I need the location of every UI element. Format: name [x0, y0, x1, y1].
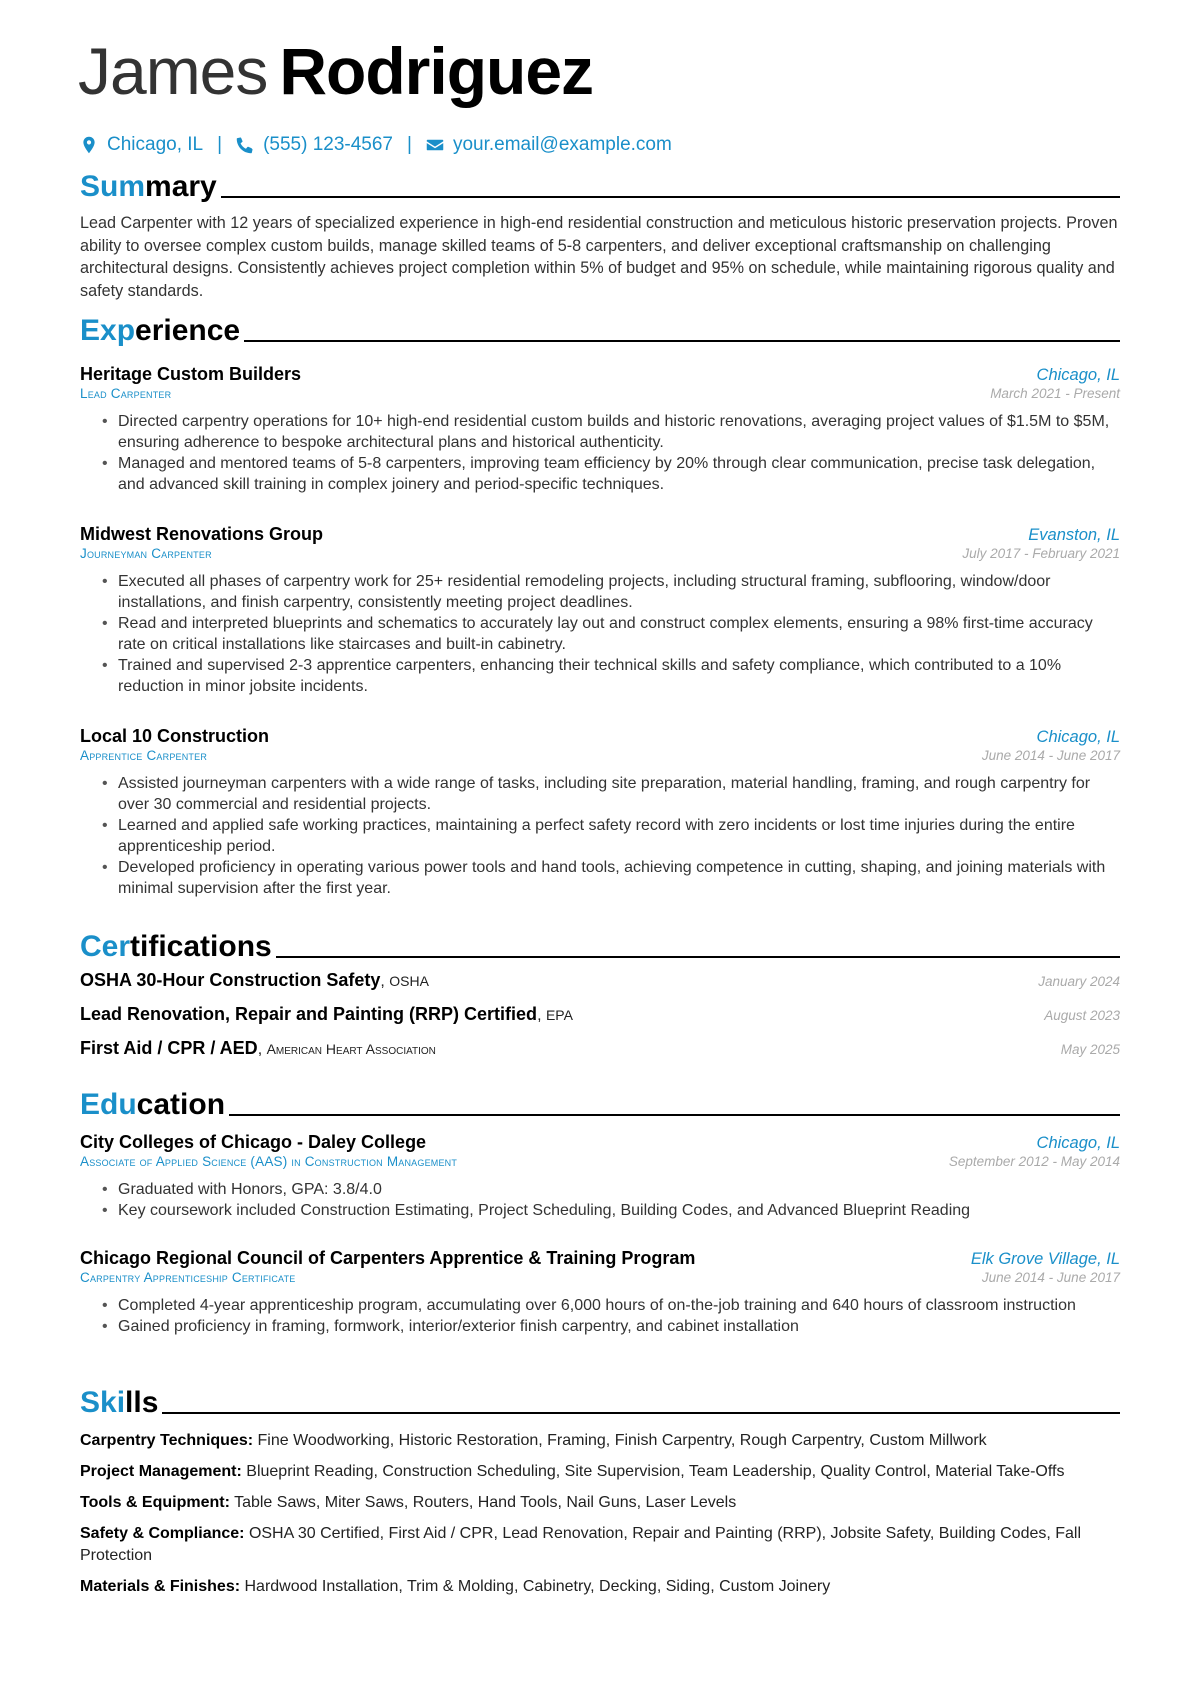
education-entry [80, 1248, 1120, 1337]
section-header [80, 310, 1120, 346]
education-entry [80, 1132, 1120, 1221]
last-name: Rodriguez [279, 34, 594, 108]
skill-row: Safety & Compliance: OSHA 30 Certified, First Aid / CPR, Lead Renovation, Repair and Painting (RRP), Jobsite Safety, Building Codes, Fall Protection [80, 1525, 1082, 1564]
candidate-name [78, 34, 594, 108]
degree-name: Associate of Applied Science (AAS) in Construction Management [80, 1154, 458, 1169]
job-bullets [80, 773, 1120, 899]
contact-location [80, 134, 203, 156]
education-dates: September 2012 - May 2014 [948, 1154, 1120, 1169]
skills-list [80, 1430, 1120, 1598]
list-item: • Executed all phases of carpentry work for 25+ residential remodeling projects, including structural framing, subflooring, window/door installations, and finish carpentry, consistently meeting project deadlines. [96, 571, 1120, 613]
job-bullets [80, 411, 1120, 495]
list-item: • Read and interpreted blueprints and schematics to accurately lay out and construct complex elements, ensuring a 98% first-time accuracy rate on critical installations like staircases and built-in cabinetry. [96, 613, 1120, 655]
certification-date: August 2023 [1044, 1008, 1120, 1023]
certification-item: First Aid / CPR / AED, American Heart Association May 2025 [80, 1038, 1120, 1058]
company-name: Local 10 Construction [80, 726, 270, 746]
list-item: • Assisted journeyman carpenters with a wide range of tasks, including site preparation, material handling, framing, and rough carpentry for over 30 commercial and residential projects. [96, 773, 1120, 815]
list-item: • Directed carpentry operations for 10+ high-end residential custom builds and historic renovations, averaging project values of $1.5M to $5M, ensuring adherence to bespoke architectural plans and historical authenticity. [96, 411, 1120, 453]
contact-bar [80, 134, 672, 156]
map-pin-icon [80, 136, 98, 154]
job-location: Evanston, IL [1028, 526, 1120, 544]
certification-item: OSHA 30-Hour Construction Safety, OSHA January 2024 [80, 970, 1120, 990]
section-rule [276, 956, 1120, 958]
phone-icon [236, 136, 254, 154]
email-text: your.email@example.com [452, 134, 672, 155]
list-item: • Graduated with Honors, GPA: 3.8/4.0 [96, 1179, 1120, 1200]
section-header [80, 1382, 1120, 1418]
education-bullets [80, 1179, 1120, 1221]
list-item: • Key coursework included Construction Estimating, Project Scheduling, Building Codes, and Advanced Blueprint Reading [96, 1200, 1120, 1221]
education-bullets [80, 1295, 1120, 1337]
job-role: Apprentice Carpenter [80, 748, 208, 763]
skills-section [80, 1382, 1120, 1607]
job-bullets [80, 571, 1120, 697]
education-section [80, 1084, 1120, 1120]
job-entry [80, 524, 1120, 697]
job-dates: March 2021 - Present [990, 386, 1120, 401]
list-item: • Developed proficiency in operating various power tools and hand tools, achieving competence in cutting, shaping, and joining materials with minimal supervision after the first year. [96, 857, 1120, 899]
list-item: • Completed 4-year apprenticeship program, accumulating over 6,000 hours of on-the-job training and 640 hours of classroom instruction [96, 1295, 1120, 1316]
certification-list [80, 970, 1120, 1072]
certification-date: January 2024 [1038, 974, 1120, 989]
section-title: Education [80, 1088, 226, 1121]
company-name: Midwest Renovations Group [80, 524, 324, 544]
job-role: Lead Carpenter [80, 386, 172, 401]
section-header [80, 1084, 1120, 1120]
list-item: • Trained and supervised 2-3 apprentice carpenters, enhancing their technical skills and safety compliance, which contributed to a 10% reduction in minor jobsite incidents. [96, 655, 1120, 697]
summary-section [80, 166, 1120, 302]
section-rule [229, 1114, 1120, 1116]
section-title: Summary [80, 170, 217, 203]
school-name: Chicago Regional Council of Carpenters Apprentice & Training Program [80, 1248, 696, 1268]
school-location: Elk Grove Village, IL [970, 1250, 1120, 1268]
degree-name: Carpentry Apprenticeship Certificate [80, 1270, 296, 1285]
job-dates: July 2017 - February 2021 [962, 546, 1120, 561]
job-entry [80, 364, 1120, 495]
section-title: Experience [80, 314, 241, 347]
contact-separator: | [217, 134, 223, 155]
certification-date: May 2025 [1060, 1042, 1120, 1057]
skill-row: Materials & Finishes: Hardwood Installation, Trim & Molding, Cabinetry, Decking, Siding, Custom Joinery [80, 1578, 831, 1595]
job-location: Chicago, IL [1036, 366, 1120, 384]
location-text: Chicago, IL [107, 134, 204, 155]
list-item: • Managed and mentored teams of 5-8 carpenters, improving team efficiency by 20% through clear communication, precise task delegation, and advanced skill training in complex joinery and period-specific techniques. [96, 453, 1120, 495]
section-header [80, 926, 1120, 962]
certifications-section [80, 926, 1120, 1072]
job-entry [80, 726, 1120, 899]
contact-phone[interactable] [236, 134, 393, 156]
school-name: City Colleges of Chicago - Daley College [80, 1132, 427, 1152]
company-name: Heritage Custom Builders [80, 364, 302, 384]
skill-row: Tools & Equipment: Table Saws, Miter Saws, Routers, Hand Tools, Nail Guns, Laser Levels [80, 1494, 737, 1511]
skill-row: Project Management: Blueprint Reading, Construction Scheduling, Site Supervision, Team Leadership, Quality Control, Material Take-Offs [80, 1463, 1065, 1480]
contact-separator: | [407, 134, 412, 155]
list-item: • Gained proficiency in framing, formwork, interior/exterior finish carpentry, and cabinet installation [96, 1316, 1120, 1337]
section-title: Skills [80, 1386, 159, 1419]
school-location: Chicago, IL [1036, 1134, 1120, 1152]
phone-text: (555) 123-4567 [263, 134, 393, 155]
list-item: • Learned and applied safe working practices, maintaining a perfect safety record with zero incidents or lost time injuries during the entire apprenticeship period. [96, 815, 1120, 857]
job-role: Journeyman Carpenter [80, 546, 212, 561]
first-name: James [78, 34, 268, 108]
certification-item: Lead Renovation, Repair and Painting (RRP) Certified, EPA August 2023 [80, 1004, 1120, 1024]
experience-section [80, 310, 1120, 346]
summary-text: Lead Carpenter with 12 years of specialized experience in high-end residential construction and meticulous historic preservation projects. Proven ability to oversee complex custom builds, manage skilled teams of 5-8 carpenters, and deliver exceptional craftsmanship on challenging architectural designs. Consistently achieves project completion within 5% of budget and 95% on schedule, while maintaining rigorous quality and safety standards. [80, 214, 1118, 300]
section-header [80, 166, 1120, 202]
skill-row: Carpentry Techniques: Fine Woodworking, Historic Restoration, Framing, Finish Carpentry, Rough Carpentry, Custom Millwork [80, 1432, 987, 1449]
job-dates: June 2014 - June 2017 [981, 748, 1120, 763]
section-rule [221, 196, 1120, 198]
job-location: Chicago, IL [1036, 728, 1120, 746]
section-title: Certifications [80, 930, 272, 963]
section-rule [162, 1412, 1120, 1414]
envelope-icon [426, 136, 444, 154]
contact-email[interactable] [426, 134, 672, 156]
section-rule [244, 340, 1120, 342]
education-dates: June 2014 - June 2017 [981, 1270, 1120, 1285]
